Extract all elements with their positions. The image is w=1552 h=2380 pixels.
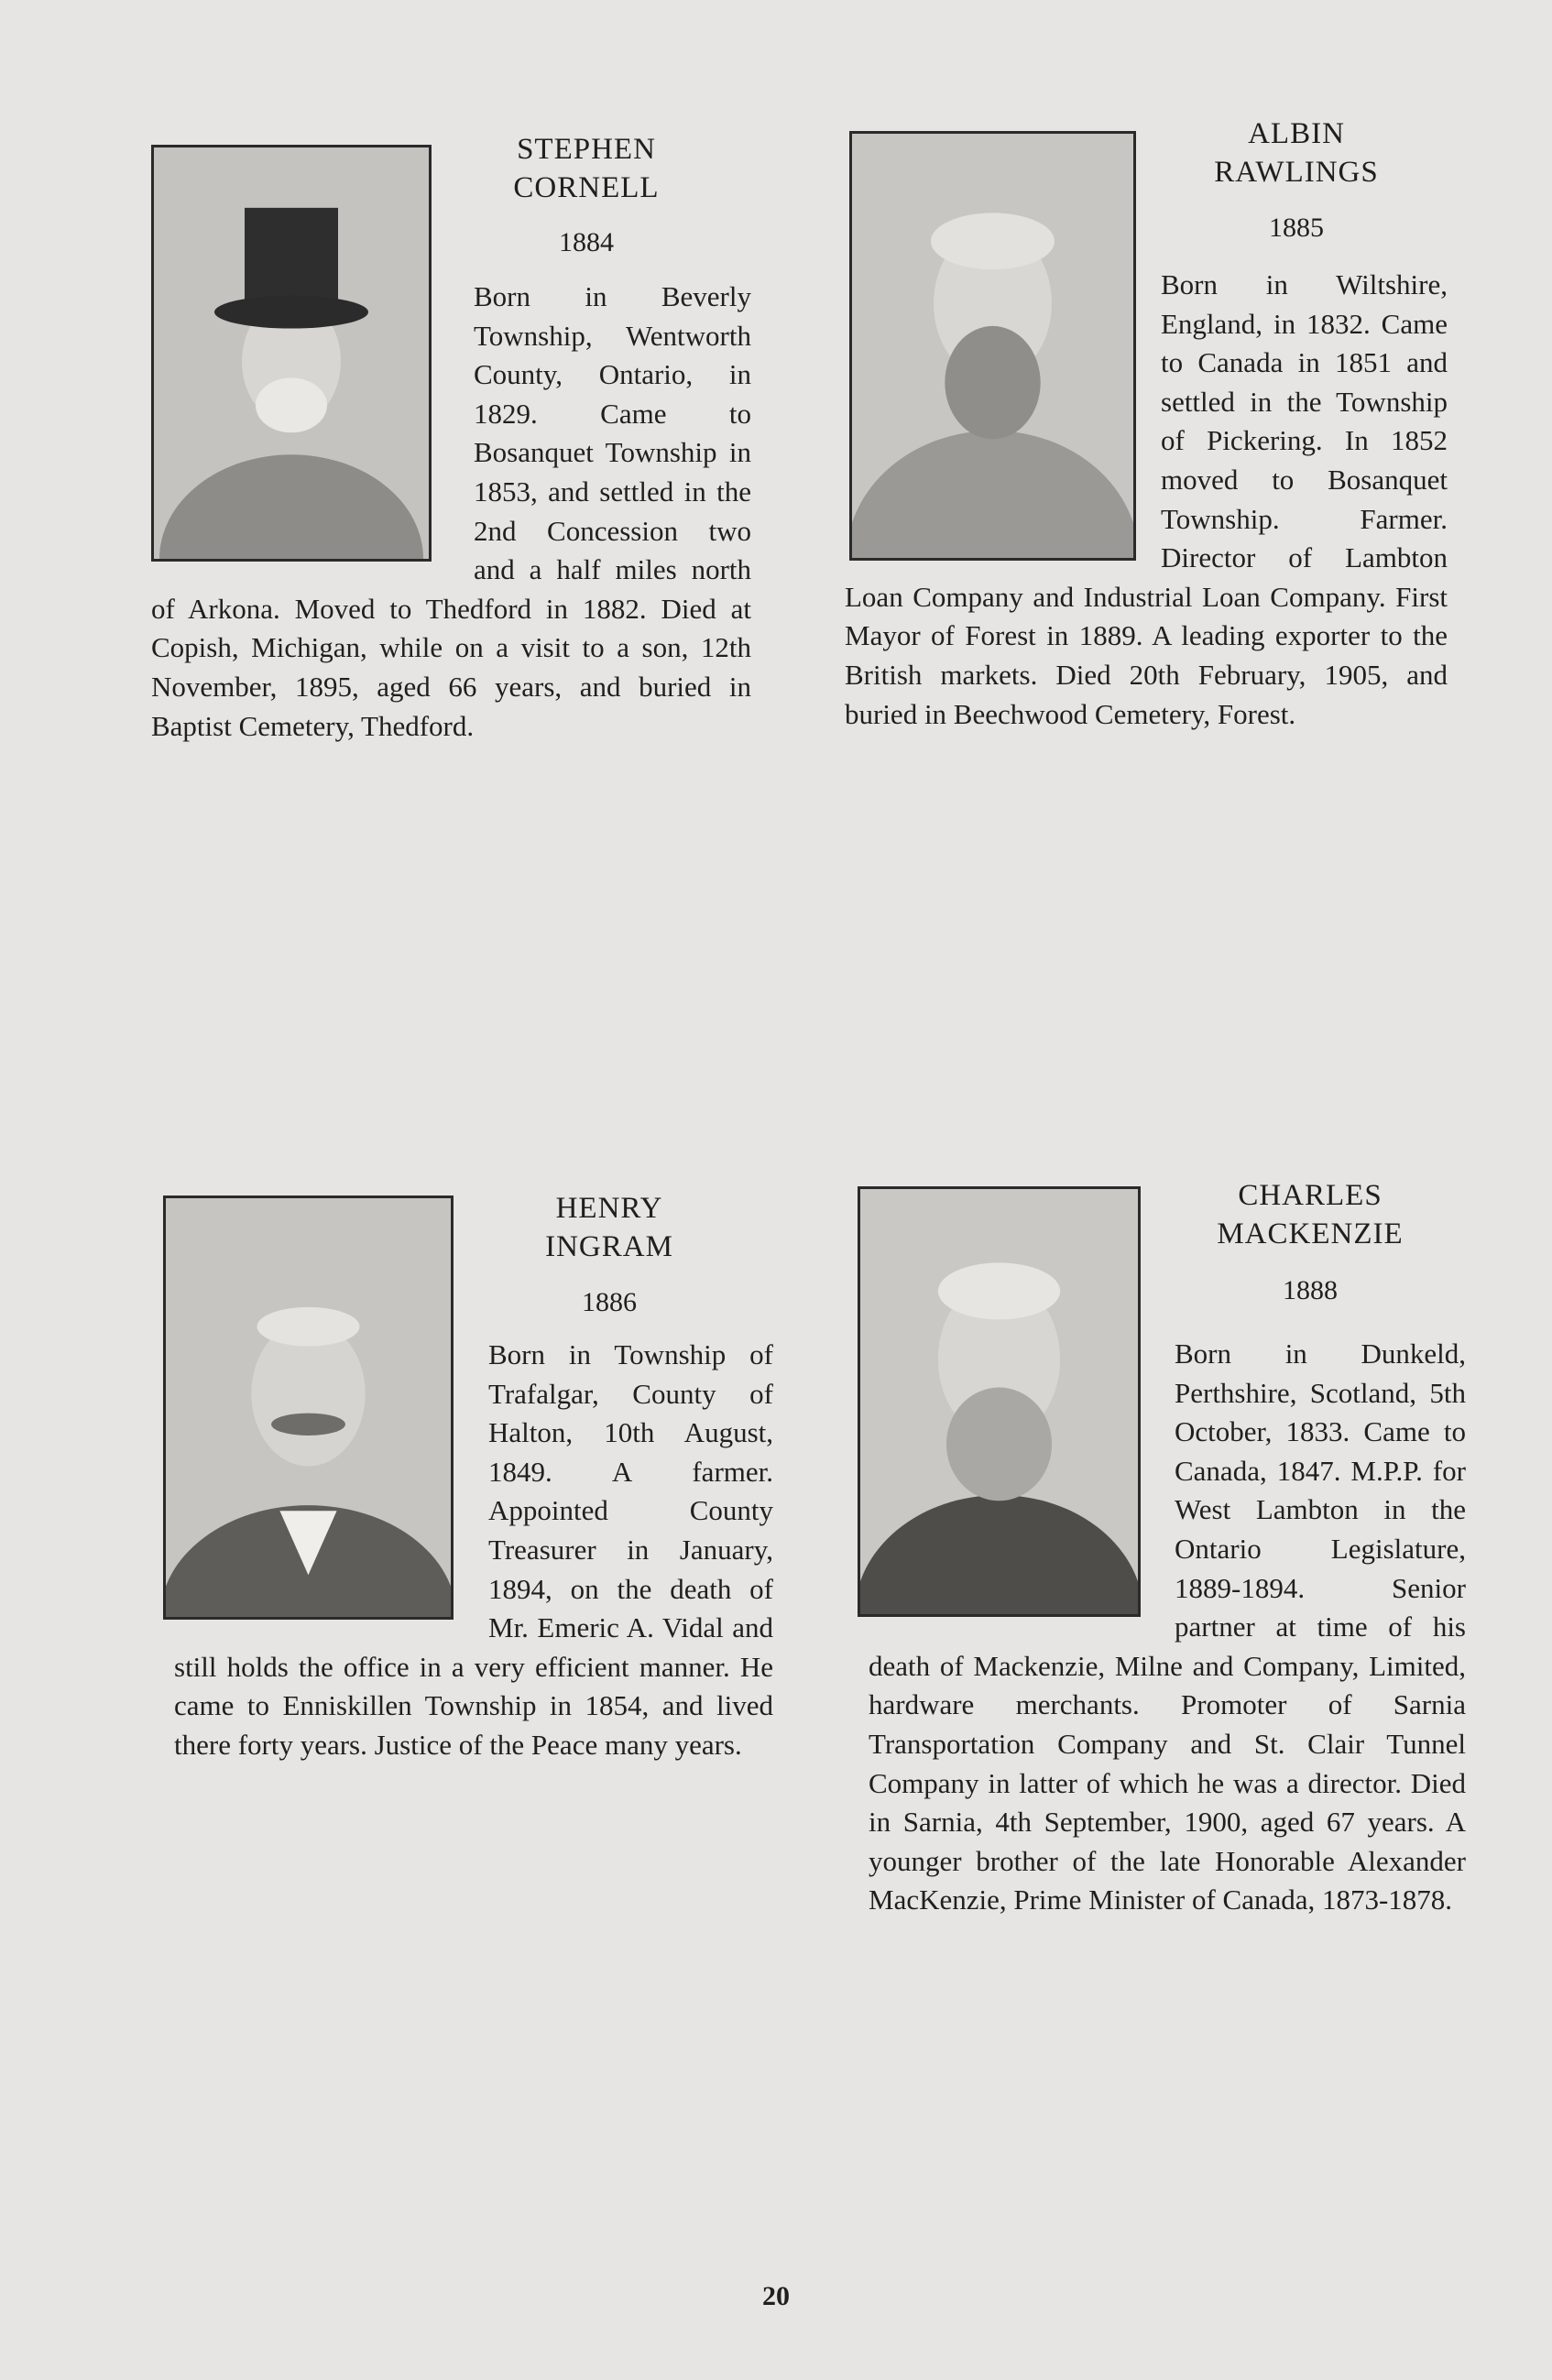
entry-year: 1885	[1269, 213, 1324, 243]
entry-name: CHARLES MACKENZIE	[1217, 1179, 1404, 1250]
entry-year: 1886	[582, 1287, 637, 1317]
entry-biography: Born in Township of Trafalgar, County of Halton, 10th August, 1849. A farmer. Appointed County Treasurer in January, 1894, on the death of Mr. Emeric A. Vidal and still holds the office in a very efficient manner. He came to Enniskillen Township in 1854, and lived there forty years. Justice of the Peace many years.	[174, 1338, 773, 1761]
entry-name: ALBIN RAWLINGS	[1214, 117, 1379, 189]
entry-year: 1884	[559, 227, 614, 257]
page-number: 20	[762, 2281, 790, 2311]
entry-biography: Born in Wiltshire, England, in 1832. Came to Canada in 1851 and settled in the Township of Pickering. In 1852 moved to Bosanquet Township. Farmer. Director of Lambton Loan Company and Industrial Loan Company. First Mayor of Forest in 1889. A leading exporter to the British markets. Died 20th February, 1905, and buried in Beechwood Cemetery, Forest.	[845, 268, 1448, 730]
entry-name: HENRY INGRAM	[545, 1192, 673, 1263]
entry-biography: Born in Dunkeld, Perthshire, Scotland, 5th October, 1833. Came to Canada, 1847. M.P.P. for West Lambton in the Ontario Legislature, 1889-1894. Senior partner at time of his death of Mackenzie, Milne and Company, Limited, hardware merchants. Promoter of Sarnia Transportation Company and St. Clair Tunnel Company in latter of which he was a director. Died in Sarnia, 4th September, 1900, aged 67 years. A younger brother of the late Honorable Alexander MacKenzie, Prime Minister of Canada, 1873-1878.	[869, 1337, 1466, 1916]
entry-year: 1888	[1283, 1275, 1338, 1305]
entry-name: STEPHEN CORNELL	[513, 133, 660, 204]
entry-biography: Born in Beverly Township, Wentworth County, Ontario, in 1829. Came to Bosanquet Township in 1853, and settled in the 2nd Concession two and a half miles north of Arkona. Moved to Thedford in 1882. Died at Copish, Michigan, while on a visit to a son, 12th November, 1895, aged 66 years, and buried in Baptist Cemetery, Thedford.	[151, 280, 751, 742]
